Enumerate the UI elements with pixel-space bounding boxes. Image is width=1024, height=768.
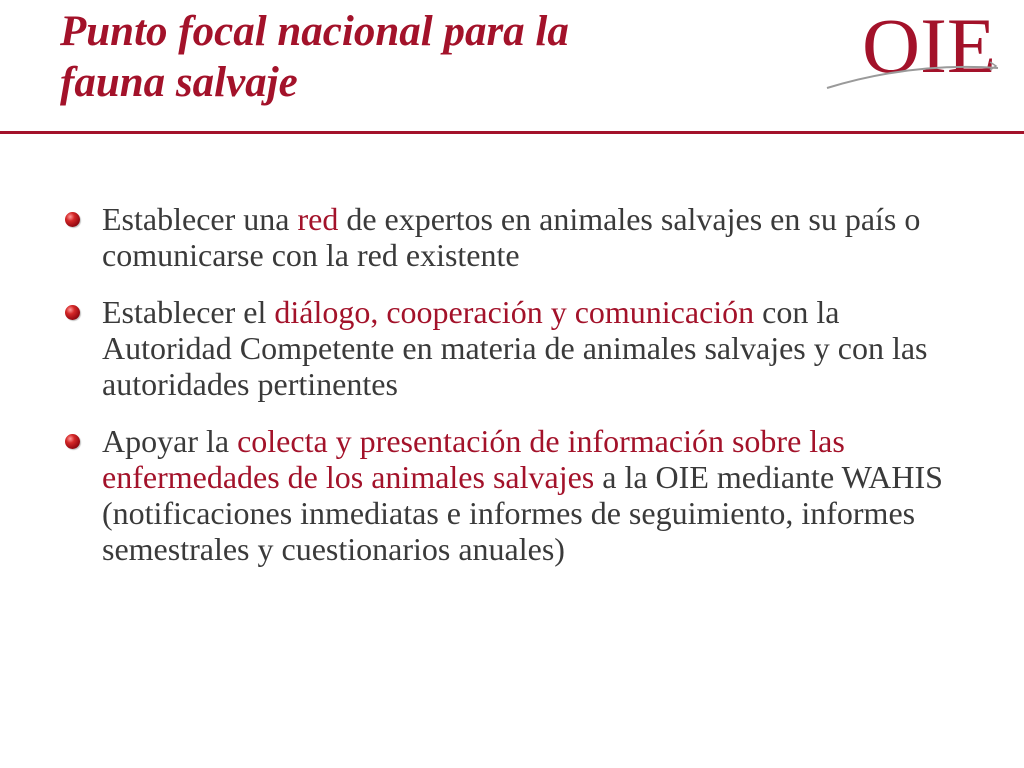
oie-logo-lettering: OIE xyxy=(862,4,996,89)
bullet-text: con la Autoridad Competente en materia de animales salvajes y con las autoridades pertinentes xyxy=(102,294,928,402)
bullet-highlight: colecta y presentación de información sobre las enfermedades de los animales salvajes xyxy=(102,423,845,495)
slide-title-line-2: fauna salvaje xyxy=(60,59,298,106)
bullet-highlight: diálogo, cooperación y comunicación xyxy=(274,294,755,330)
bullet-text: a la OIE mediante WAHIS (notificaciones inmediatas e informes de seguimiento, informes semestrales y cuestionarios anuales) xyxy=(102,459,943,567)
bullet-highlight: red xyxy=(297,201,339,237)
bullet-dot-icon xyxy=(65,434,80,449)
oie-logo xyxy=(822,4,1002,96)
bullet-item xyxy=(62,201,962,273)
bullet-dot-icon xyxy=(65,305,80,320)
bullet-text: Establecer el xyxy=(102,294,275,330)
title-divider xyxy=(0,131,1024,134)
slide-title-line-1: Punto focal nacional para la xyxy=(60,8,569,55)
bullet-text: Establecer una xyxy=(102,201,298,237)
slide-title xyxy=(60,6,780,108)
bullet-item xyxy=(62,294,962,402)
bullet-text: Apoyar la xyxy=(102,423,238,459)
bullet-text: de expertos en animales salvajes en su país o comunicarse con la red existente xyxy=(102,201,921,273)
bullet-list xyxy=(62,201,962,588)
bullet-item xyxy=(62,423,962,567)
bullet-dot-icon xyxy=(65,212,80,227)
